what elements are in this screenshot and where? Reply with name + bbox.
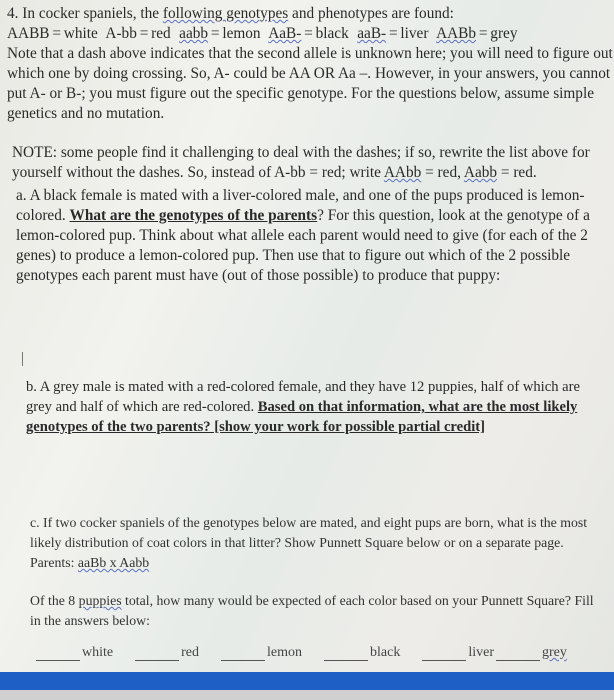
color-label: black [370, 645, 401, 660]
answer-blank[interactable] [496, 646, 540, 661]
note-text: NOTE: some people find it challenging to deal with the dashes; if so, rewrite the list above for yourself without the dashes. So, instead of A-bb = red; write [12, 144, 590, 181]
part-a-question [16, 186, 610, 286]
genotype: AABB [7, 25, 50, 42]
intro-text: and phenotypes are found: [288, 5, 454, 22]
part-a-text: a. A black female is mated with a liver-colored male, and one of the pups produced is lemon-colored. [16, 187, 585, 224]
bottom-bezel [0, 690, 614, 700]
question-4-intro [7, 4, 613, 183]
text-cursor [22, 352, 23, 366]
part-a-text: ? For this question, look at the genotype of a lemon-colored pup. Think about what allele each parent would need to give (for each of the 2 genes) to produce a lemon-colored pup. Then use that to figure out which of the 2 possible genotypes each parent must have (out of those possible) to produce that puppy: [16, 207, 590, 284]
part-c-question-text: puppies [78, 593, 122, 608]
phenotype: = red [139, 25, 171, 42]
answer-red[interactable] [135, 645, 199, 661]
part-a-emphasis: What are the genotypes of the parents [69, 207, 318, 224]
genotype: Aabb [463, 164, 498, 181]
genotype: A-bb [105, 25, 137, 42]
phenotype: = white [52, 25, 98, 42]
phenotype: = grey [478, 25, 518, 42]
answer-blank[interactable] [36, 646, 80, 661]
dash-note: Note that a dash above indicates that the second allele is unknown here; you will need to figure out which one by doing crossing. So, A- could be AA OR Aa –. However, in your answers, you cannot put A- or B-; you must figure out the specific genotype. For the questions below, assume simple genetics and no mutation. [7, 45, 613, 122]
genotype: aaB- [357, 25, 387, 42]
taskbar-strip [0, 672, 614, 690]
intro-text: following genotypes [162, 5, 289, 22]
answer-white[interactable] [36, 645, 113, 661]
answer-blank[interactable] [422, 646, 466, 661]
note-paragraph [7, 143, 613, 183]
phenotype: = lemon [210, 25, 261, 42]
part-c-text: c. If two cocker spaniels of the genotypes below are mated, and eight pups are born, what is the most likely distribution of coat colors in that litter? Show Punnett Square below or on a separate page. [30, 515, 588, 550]
answer-lemon[interactable] [221, 645, 302, 661]
answer-blank[interactable] [221, 646, 265, 661]
answer-black[interactable] [324, 645, 400, 661]
color-label: red [181, 645, 199, 660]
part-c-question-text: Of the 8 [30, 593, 79, 608]
phenotype: = black [304, 25, 349, 42]
parents-label: Parents: [30, 555, 78, 570]
note-text: = red, [421, 164, 464, 181]
intro-text: 4. In cocker spaniels, the [7, 5, 163, 22]
color-answer-blanks [36, 645, 589, 661]
genotype: AaB- [268, 25, 302, 42]
color-label: grey [541, 645, 567, 660]
part-b-question [26, 377, 606, 437]
parents-genotypes: aaBb x Aabb [77, 555, 150, 570]
note-text: = red. [497, 164, 537, 181]
answer-liver[interactable] [422, 645, 494, 661]
part-b-text: b. A grey male is mated with a red-colored female, and they have 12 puppies, half of which are grey and half of which are red-colored. [26, 379, 580, 415]
answer-blank[interactable] [324, 646, 368, 661]
genotype: aabb [179, 25, 209, 42]
genotype: AABb [436, 25, 477, 42]
phenotype: = liver [388, 25, 429, 42]
answer-blank[interactable] [135, 646, 179, 661]
genotype-list [7, 24, 613, 44]
color-label: liver [468, 645, 494, 660]
answer-grey[interactable] [496, 645, 567, 661]
genotype: AAbb [383, 164, 422, 181]
part-b-emphasis: Based on that information, what are the most likely genotypes of the two parents? [show your work for possible partial credit] [26, 399, 578, 435]
part-c-question-text: total, how many would be expected of each color based on your Punnett Square? Fill in the answers below: [30, 593, 594, 628]
color-label: white [82, 645, 114, 660]
color-label: lemon [267, 645, 302, 660]
part-c-question [30, 513, 605, 631]
